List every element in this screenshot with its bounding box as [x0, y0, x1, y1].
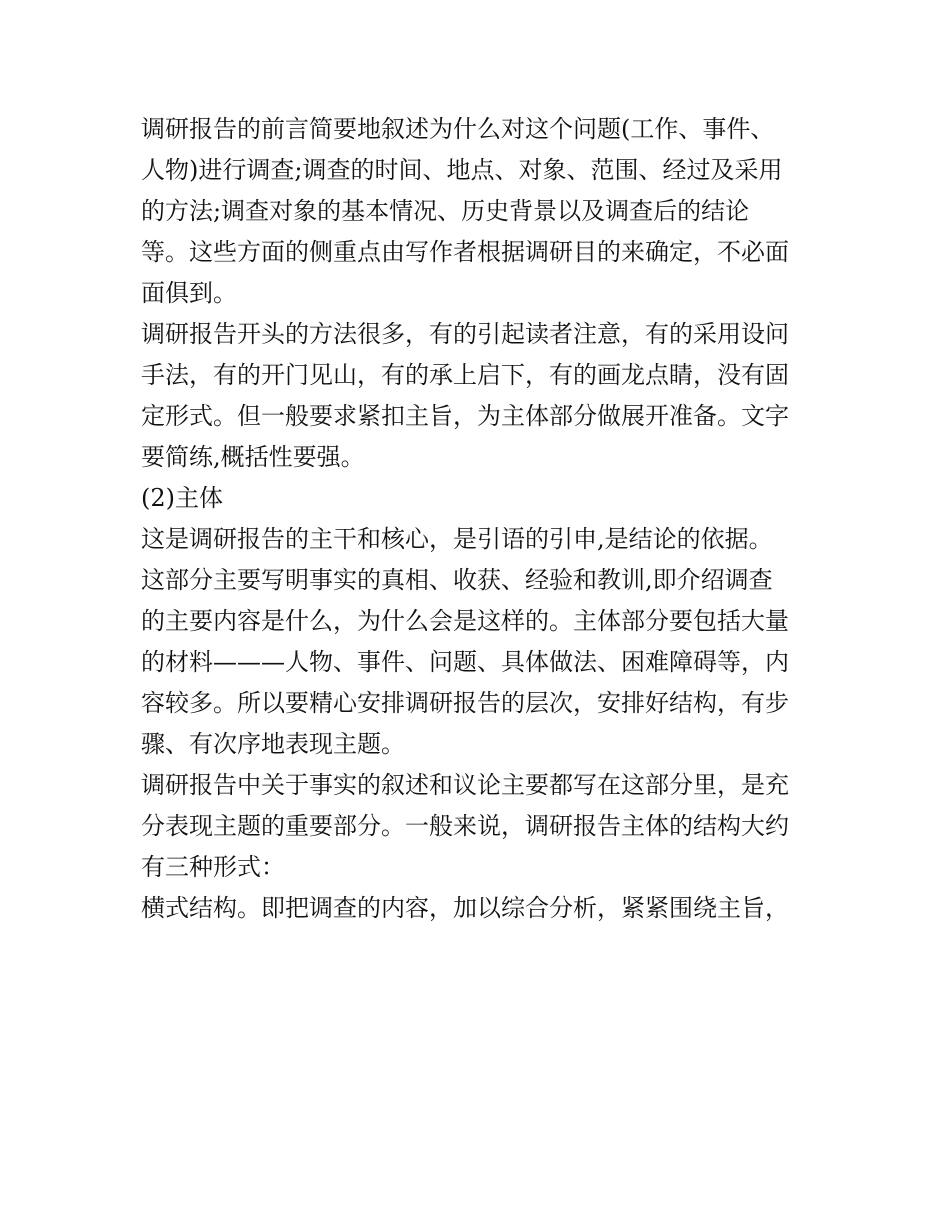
paragraph-main-body-structure: 调研报告中关于事实的叙述和议论主要都写在这部分里，是充 分表现主题的重要部分。一般来说，调研报告主体的结构大约 有三种形式：: [141, 771, 789, 881]
paragraph-preface: 调研报告的前言简要地叙述为什么对这个问题(工作、事件、 人物)进行调查;调查的时间、地点、对象、范围、经过及采用 的方法;调查对象的基本情况、历史背景以及调查后的结论 等。这些方面的侧重点由写作者根据调研目的来确定，不必面 面俱到。: [141, 115, 789, 307]
paragraph-main-body-definition: 这是调研报告的主干和核心，是引语的引申,是结论的依据。: [141, 525, 773, 553]
document-body: [141, 109, 821, 929]
section-heading-main-body: (2)主体: [141, 484, 223, 512]
paragraph-horizontal-structure: 横式结构。即把调查的内容，加以综合分析，紧紧围绕主旨，: [141, 894, 789, 922]
paragraph-main-body-content: 这部分主要写明事实的真相、收获、经验和教训,即介绍调查 的主要内容是什么，为什么会是这样的。主体部分要包括大量 的材料———人物、事件、问题、具体做法、困难障碍等，内 容较多。所以要精心安排调研报告的层次，安排好结构，有步 骤、有次序地表现主题。: [141, 566, 789, 758]
paragraph-opening-methods: 调研报告开头的方法很多，有的引起读者注意，有的采用设问 手法，有的开门见山，有的承上启下，有的画龙点睛，没有固 定形式。但一般要求紧扣主旨，为主体部分做展开准备。文字 要简练,概括性要强。: [141, 320, 789, 471]
